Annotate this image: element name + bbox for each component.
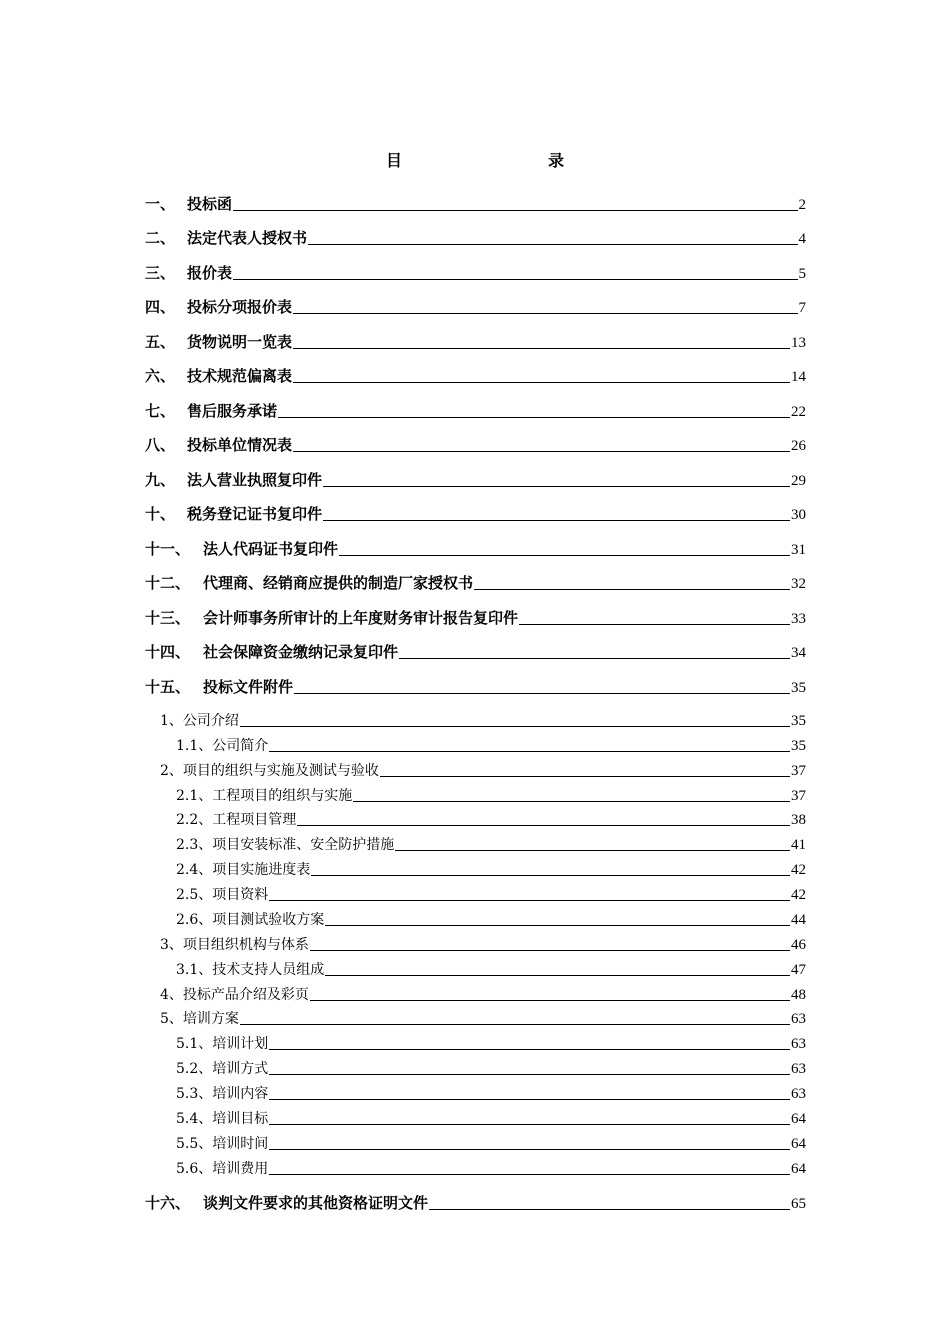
toc-number: 十、 xyxy=(145,505,176,523)
toc-entry[interactable] xyxy=(145,470,806,490)
toc-entry[interactable] xyxy=(145,573,806,593)
toc-leader xyxy=(233,278,797,280)
toc-page: 26 xyxy=(791,438,806,454)
toc-entry[interactable] xyxy=(145,504,806,524)
toc-entry[interactable] xyxy=(145,435,806,455)
toc-number: 二、 xyxy=(145,229,176,247)
toc-number: 三、 xyxy=(145,264,176,282)
toc-label: 1.1、公司简介 xyxy=(176,738,269,754)
toc-label: 投标分项报价表 xyxy=(187,298,293,316)
toc-label: 5.1、培训计划 xyxy=(176,1036,269,1052)
toc-leader xyxy=(293,312,797,314)
toc-page: 32 xyxy=(791,576,806,592)
toc-label: 投标文件附件 xyxy=(203,678,294,696)
toc-label: 2.3、项目安装标准、安全防护措施 xyxy=(176,837,395,853)
toc-page: 35 xyxy=(791,680,806,696)
toc-number: 十二、 xyxy=(145,574,191,592)
toc-entry[interactable] xyxy=(145,194,806,214)
toc-page: 41 xyxy=(791,837,806,853)
toc-leader xyxy=(339,554,790,556)
toc-entry[interactable] xyxy=(145,677,806,697)
toc-subentry[interactable] xyxy=(176,860,806,879)
toc-leader xyxy=(269,1148,790,1150)
toc-leader xyxy=(269,1098,790,1100)
toc-label: 社会保障资金缴纳记录复印件 xyxy=(203,643,399,661)
toc-page: 65 xyxy=(791,1196,806,1212)
toc-subentry[interactable] xyxy=(176,1134,806,1153)
toc-leader xyxy=(293,450,790,452)
toc-leader xyxy=(395,849,790,851)
toc-label: 2.6、项目测试验收方案 xyxy=(176,912,325,928)
toc-page: 63 xyxy=(791,1061,806,1077)
toc-label: 代理商、经销商应提供的制造厂家授权书 xyxy=(203,574,474,592)
toc-leader xyxy=(353,800,790,802)
toc-label: 3、项目组织机构与体系 xyxy=(160,937,309,953)
toc-page: 14 xyxy=(791,369,806,385)
toc-leader xyxy=(269,1073,790,1075)
toc-subentry[interactable] xyxy=(160,761,806,780)
toc-leader xyxy=(269,1173,790,1175)
toc-page: 46 xyxy=(791,937,806,953)
toc-label: 投标单位情况表 xyxy=(187,436,293,454)
toc-page: 34 xyxy=(791,645,806,661)
toc-leader xyxy=(293,381,790,383)
toc-entry[interactable] xyxy=(145,228,806,248)
toc-number: 九、 xyxy=(145,471,176,489)
toc-label: 2、项目的组织与实施及测试与验收 xyxy=(160,763,379,779)
toc-number: 十五、 xyxy=(145,678,191,696)
toc-label: 5.6、培训费用 xyxy=(176,1161,269,1177)
toc-entry[interactable] xyxy=(145,332,806,352)
toc-number: 四、 xyxy=(145,298,176,316)
toc-label: 1、公司介绍 xyxy=(160,713,239,729)
toc-leader xyxy=(278,416,790,418)
toc-label: 4、投标产品介绍及彩页 xyxy=(160,987,309,1003)
toc-page: 37 xyxy=(791,788,806,804)
toc-label: 报价表 xyxy=(187,264,233,282)
toc-label: 谈判文件要求的其他资格证明文件 xyxy=(203,1194,429,1212)
toc-page: 29 xyxy=(791,473,806,489)
toc-leader xyxy=(297,824,790,826)
toc-subentry[interactable] xyxy=(176,736,806,755)
toc-page: 64 xyxy=(791,1111,806,1127)
toc-leader xyxy=(294,692,790,694)
toc-subentry[interactable] xyxy=(176,1109,806,1128)
toc-label: 法人营业执照复印件 xyxy=(187,471,323,489)
toc-label: 3.1、技术支持人员组成 xyxy=(176,962,325,978)
toc-number: 一、 xyxy=(145,195,176,213)
toc-page: 38 xyxy=(791,812,806,828)
toc-label: 5.3、培训内容 xyxy=(176,1086,269,1102)
toc-page: 33 xyxy=(791,611,806,627)
toc-page: 7 xyxy=(798,300,806,316)
toc-entry[interactable] xyxy=(145,401,806,421)
toc-leader xyxy=(380,775,790,777)
toc-page: 5 xyxy=(798,266,806,282)
toc-number: 七、 xyxy=(145,402,176,420)
toc-page: 13 xyxy=(791,335,806,351)
toc-page: 2 xyxy=(798,197,806,213)
toc-leader xyxy=(233,209,797,211)
toc-label: 2.1、工程项目的组织与实施 xyxy=(176,788,353,804)
toc-leader xyxy=(269,750,790,752)
toc-page: 64 xyxy=(791,1136,806,1152)
toc-subentry[interactable] xyxy=(160,935,806,954)
toc-page: 42 xyxy=(791,862,806,878)
toc-entry[interactable] xyxy=(145,297,806,317)
toc-subentry[interactable] xyxy=(176,1059,806,1078)
toc-entry[interactable] xyxy=(145,366,806,386)
toc-label: 5.5、培训时间 xyxy=(176,1136,269,1152)
toc-subentry[interactable] xyxy=(176,960,806,979)
toc-subentry[interactable] xyxy=(160,985,806,1004)
toc-page: 63 xyxy=(791,1036,806,1052)
toc-leader xyxy=(474,588,790,590)
toc-number: 十六、 xyxy=(145,1194,191,1212)
toc-subentry[interactable] xyxy=(160,1009,806,1028)
toc-leader xyxy=(311,874,790,876)
toc-leader xyxy=(293,347,790,349)
toc-entry[interactable] xyxy=(145,1193,806,1213)
toc-page: 22 xyxy=(791,404,806,420)
toc-page: 47 xyxy=(791,962,806,978)
toc-subentry[interactable] xyxy=(176,1084,806,1103)
toc-entry[interactable] xyxy=(145,642,806,662)
toc-page: 63 xyxy=(791,1086,806,1102)
toc-page: 30 xyxy=(791,507,806,523)
toc-subentry[interactable] xyxy=(176,1159,806,1178)
toc-page: 48 xyxy=(791,987,806,1003)
toc-subentry[interactable] xyxy=(160,711,806,730)
toc-number: 十三、 xyxy=(145,609,191,627)
toc-leader xyxy=(269,1123,790,1125)
toc-number: 六、 xyxy=(145,367,176,385)
toc-page: 44 xyxy=(791,912,806,928)
toc-label: 5.2、培训方式 xyxy=(176,1061,269,1077)
toc-leader xyxy=(323,485,790,487)
toc-leader xyxy=(325,974,790,976)
toc-label: 会计师事务所审计的上年度财务审计报告复印件 xyxy=(203,609,519,627)
toc-leader xyxy=(310,949,790,951)
toc-number: 十四、 xyxy=(145,643,191,661)
toc-page: 64 xyxy=(791,1161,806,1177)
toc-number: 八、 xyxy=(145,436,176,454)
toc-leader xyxy=(269,1048,790,1050)
toc-label: 技术规范偏离表 xyxy=(187,367,293,385)
toc-subentry[interactable] xyxy=(176,885,806,904)
toc-page: 31 xyxy=(791,542,806,558)
toc-leader xyxy=(519,623,790,625)
toc-label: 2.2、工程项目管理 xyxy=(176,812,297,828)
toc-subentry[interactable] xyxy=(176,810,806,829)
toc-leader xyxy=(240,725,790,727)
page-title: 目 录 xyxy=(385,151,602,170)
toc-label: 5.4、培训目标 xyxy=(176,1111,269,1127)
toc-label: 售后服务承诺 xyxy=(187,402,278,420)
toc-page: 42 xyxy=(791,887,806,903)
toc-subentry[interactable] xyxy=(176,786,806,805)
toc-label: 货物说明一览表 xyxy=(187,333,293,351)
toc-label: 2.5、项目资料 xyxy=(176,887,269,903)
toc-number: 十一、 xyxy=(145,540,191,558)
toc-page: 4 xyxy=(798,231,806,247)
toc-leader xyxy=(308,243,797,245)
toc-leader xyxy=(325,924,790,926)
toc-leader xyxy=(323,519,790,521)
toc-entry[interactable] xyxy=(145,539,806,559)
toc-leader xyxy=(399,657,790,659)
toc-entry[interactable] xyxy=(145,608,806,628)
toc-label: 2.4、项目实施进度表 xyxy=(176,862,311,878)
toc-label: 法人代码证书复印件 xyxy=(203,540,339,558)
toc-page: 35 xyxy=(791,713,806,729)
toc-label: 5、培训方案 xyxy=(160,1011,239,1027)
toc-leader xyxy=(429,1208,790,1210)
toc-label: 法定代表人授权书 xyxy=(187,229,308,247)
toc-page: 35 xyxy=(791,738,806,754)
toc-leader xyxy=(269,899,790,901)
toc-entry[interactable] xyxy=(145,263,806,283)
toc-label: 投标函 xyxy=(187,195,233,213)
toc-number: 五、 xyxy=(145,333,176,351)
toc-page: 63 xyxy=(791,1011,806,1027)
toc-leader xyxy=(240,1023,790,1025)
toc-subentry[interactable] xyxy=(176,835,806,854)
toc-label: 税务登记证书复印件 xyxy=(187,505,323,523)
toc-subentry[interactable] xyxy=(176,1034,806,1053)
toc-subentry[interactable] xyxy=(176,910,806,929)
toc-leader xyxy=(310,999,790,1001)
toc-page: 37 xyxy=(791,763,806,779)
